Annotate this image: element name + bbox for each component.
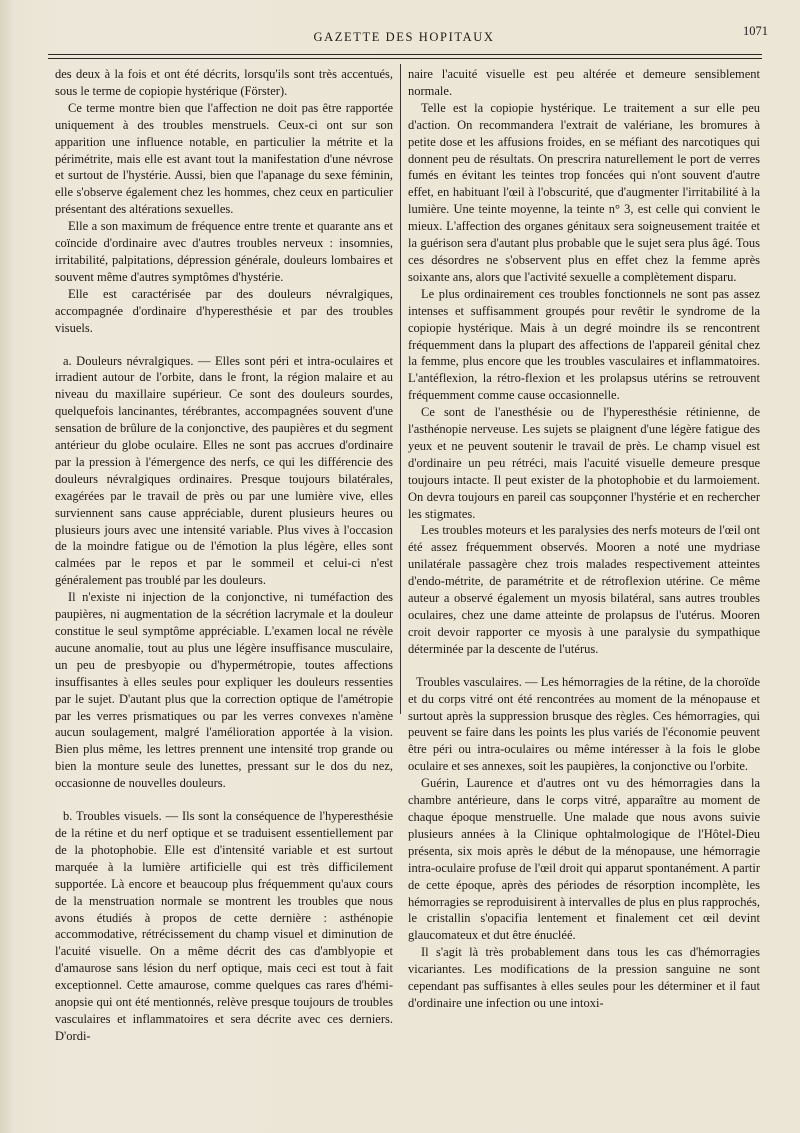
paragraph xyxy=(55,100,393,218)
paragraph xyxy=(55,589,393,792)
paragraph xyxy=(55,218,393,286)
paragraph-text: Il s'agit là très probablement dans tous les cas d'hémorragies vicariantes. Les modifications de la pression sanguine ne sont cependant pas suffisantes à elles seules pour les déterminer et il faut d'ordinaire une infection ou une intoxi- xyxy=(408,945,760,1010)
section-heading: Troubles vasculaires. — xyxy=(416,674,538,689)
paragraph xyxy=(408,944,760,1012)
paragraph-text: Ce sont de l'anesthésie ou de l'hyperesthésie rétinienne, de l'asthénopie nerveuse. Les sujets se plaignent d'une légère fatigue des yeux et ne peuvent soutenir le travail de près. Le champ visuel est d'ordinaire un peu rétréci, mais l'acuité visuelle demeure presque toujours intacte. Il peut exister de la photophobie et du larmoiement. On devra toujours en pareil cas soupçonner l'hystérie et en rechercher les stigmates. xyxy=(408,405,760,521)
paragraph-text: Elle est caractérisée par des douleurs névralgiques, accompagnée d'ordinaire d'hyperesthésie et par des troubles visuels. xyxy=(55,286,393,335)
running-title: GAZETTE DES HOPITAUX xyxy=(313,30,495,44)
right-column xyxy=(408,66,760,1012)
paragraph xyxy=(55,286,393,337)
paragraph-continuation xyxy=(55,66,393,100)
paragraph-text: Elles sont péri et intra-oculaires et irradient autour de l'orbite, dans le front, la région malaire et au niveau du maxillaire supérieur. Ce sont des douleurs sourdes, quelquefois lancinantes, térébrantes, accompagnées souvent d'une sensation de brûlure de la conjonctive, des paupières et du segment antérieur du globe oculaire. Elles ne sont pas accrues d'ordinaire par la pression à l'émergence des nerfs, ce qui les différencie des douleurs névralgiques ordinaires. Presque toujours bilatérales, exagérées par le travail de près ou par une lumière vive, elles surviennent sans cause appréciable, durent plusieurs heures ou plusieurs jours avec une intensité variable. Plus vives à l'occasion de la moindre fatigue ou de l'émotion la plus légère, elles sont calmées par le repos et par le sommeil et celui-ci n'est généralement pas troublé par les douleurs. xyxy=(55,353,393,588)
paragraph-text: Ce terme montre bien que l'affection ne doit pas être rapportée uniquement à des troubles menstruels. Ceux-ci ont sur son apparition une influence notable, en particulier la métrite et la périmétrite, mais elle est avant tout la manifestation d'une névrose et surtout de l'hystérie. Aussi, bien que l'apanage du sexe féminin, elle s'observe également chez les hommes, chez ceux en particulier présentant des altérations sexuelles. xyxy=(55,100,393,217)
paragraph xyxy=(408,286,760,404)
section-paragraph xyxy=(408,674,760,775)
paragraph-text: naire l'acuité visuelle est peu altérée et demeure sensiblement normale. xyxy=(408,67,760,98)
paragraph-text: Ils sont la conséquence de l'hyperesthésie de la rétine et du nerf optique et se traduisent essentiellement par de la photophobie. Elle est d'intensité variable et est surtout marquée à la lumière artificielle qui est très difficilement supportée. Là encore et beaucoup plus fréquemment qu'aux cours de la menstruation normale se montrent les troubles que nous avons étudiés à propos de cette dernière : asthénopie accommodative, rétrécissement du champ visuel et diminution de l'acuité visuelle. On a même décrit des cas d'amblyopie et d'amaurose sans lésion du nerf optique, mais ceci est tout à fait exceptionnel. Cette amaurose, comme quelques cas rares d'hémi-anopsie qui ont été mentionnés, relève presque toujours de troubles vasculaires et inflammatoires et sera décrite avec ces derniers. D'ordi- xyxy=(55,809,393,1043)
header-rule-bottom xyxy=(48,58,762,59)
section-paragraph xyxy=(55,353,393,590)
paragraph-text: Les troubles moteurs et les paralysies des nerfs moteurs de l'œil ont été assez fréquemment observés. Mooren a noté une mydriase unilatérale passagère chez trois malades respectivement atteintes d'endo-métrite, de paramétrite et de rétroflexion utérine. Ce même auteur a observé également un myosis bilatéral, sans autres troubles oculaires, chez une dame atteinte de prolapsus de l'utérus. Mooren croit devoir rapporter ce myosis à une paralysie du sympathique déterminée par la descente de l'utérus. xyxy=(408,523,760,656)
paragraph-text: Il n'existe ni injection de la conjonctive, ni tuméfaction des paupières, ni augmentation de la sécrétion lacrymale et la douleur constitue le seul symptôme appréciable. L'examen local ne révèle aucune anomalie, tout au plus une légère insuffisance musculaire, un peu de presbyopie ou d'hypermétropie, toutes affections insuffisantes à elles seules pour expliquer les douleurs ressenties par le sujet. D'autant plus que la correction optique de l'amétropie par les verres prismatiques ou par les verres convexes n'amène aucun soulagement, malgré l'amélioration apportée à la vision. Bien plus même, les lettres prennent une intensité trop grande ou bien la monture seule des lunettes, pressant sur le dos du nez, occasionne de nouvelles douleurs. xyxy=(55,590,393,791)
page-header xyxy=(40,26,768,46)
paragraph-text: Les hémorragies de la rétine, de la choroïde et du corps vitré ont été rencontrées au moment de la ménopause et surtout après la suppression brusque des règles. Ces hémorragies, qui peuvent se faire dans les points les plus variés de l'économie peuvent être péri ou intra-oculaires ou même intéresser à la fois le globe oculaire et ses annexes, soit les paupières, la conjonctive ou l'orbite. xyxy=(408,674,761,774)
paragraph xyxy=(408,100,760,286)
paragraph xyxy=(408,404,760,522)
left-column xyxy=(55,66,393,1045)
section-paragraph xyxy=(55,808,393,1045)
paragraph xyxy=(408,775,760,944)
header-rule-top xyxy=(48,54,762,55)
paragraph-text: Elle a son maximum de fréquence entre trente et quarante ans et coïncide d'ordinaire avec d'autres troubles nerveux : insomnies, irritabilité, palpitations, dépression générale, douleurs lombaires et souvent même d'autres symptômes d'hystérie. xyxy=(55,219,393,284)
paragraph-text: Telle est la copiopie hystérique. Le traitement a sur elle peu d'action. On recommandera l'extrait de valériane, les bromures à petite dose et les affusions froides, en se méfiant des narcotiques qui donnent peu de résultats. On prescrira naturellement le port de verres fumés en évitant les teintes trop foncées qui n'ont souvent d'autre effet, en habituant l'œil à l'obscurité, que d'augmenter l'irritabilité à la lumière. Une teinte moyenne, la teinte n° 3, est celle qui convient le mieux. L'affection des organes génitaux sera soigneusement traitée et la guérison sera d'autant plus probable que le sujet sera plus âgé. Tous ces désordres ne s'observent plus en effet chez la femme après soixante ans, alors que l'activité sexuelle a complètement disparu. xyxy=(408,100,760,284)
paragraph-text: Guérin, Laurence et d'autres ont vu des hémorragies dans la chambre antérieure, dans le corps vitré, apparaître au moment de chaque époque menstruelle. Une malade que nous avons suivie plusieurs années à la Clinique ophtalmologique de l'Hôtel-Dieu présenta, six mois après le début de la ménopause, une hémorragie intra-oculaire profuse de l'œil droit qui apparut spontanément. A partir de cette époque, après des périodes de résorption incomplète, les hémorragies se reproduisirent à intervalles de plus en plus rapprochés, le cristallin s'opacifia lentement et finalement cet œil devint glaucomateux et dut être énucléé. xyxy=(408,776,760,943)
page-number: 1071 xyxy=(743,24,768,38)
paragraph-continuation xyxy=(408,66,760,100)
section-heading: a. Douleurs névralgiques. — xyxy=(63,353,211,368)
paragraph-text: Le plus ordinairement ces troubles fonctionnels ne sont pas assez intenses et suffisamment groupés pour revêtir le syndrome de la copiopie hystérique. Mais à un degré moindre ils se rencontrent fréquemment dans la plupart des affections de l'appareil génital chez la femme, plus encore que les troubles vasculaires et inflammatoires. L'antéflexion, la rétro-flexion et les prolapsus utérins se retrouvent fréquemment comme cause occasionnelle. xyxy=(408,286,760,403)
paragraph-text: des deux à la fois et ont été décrits, lorsqu'ils sont très accentués, sous le terme de copiopie hystérique (Förster). xyxy=(55,67,393,98)
paragraph xyxy=(408,522,760,657)
column-divider xyxy=(400,64,401,714)
section-heading: b. Troubles visuels. — xyxy=(63,809,179,824)
